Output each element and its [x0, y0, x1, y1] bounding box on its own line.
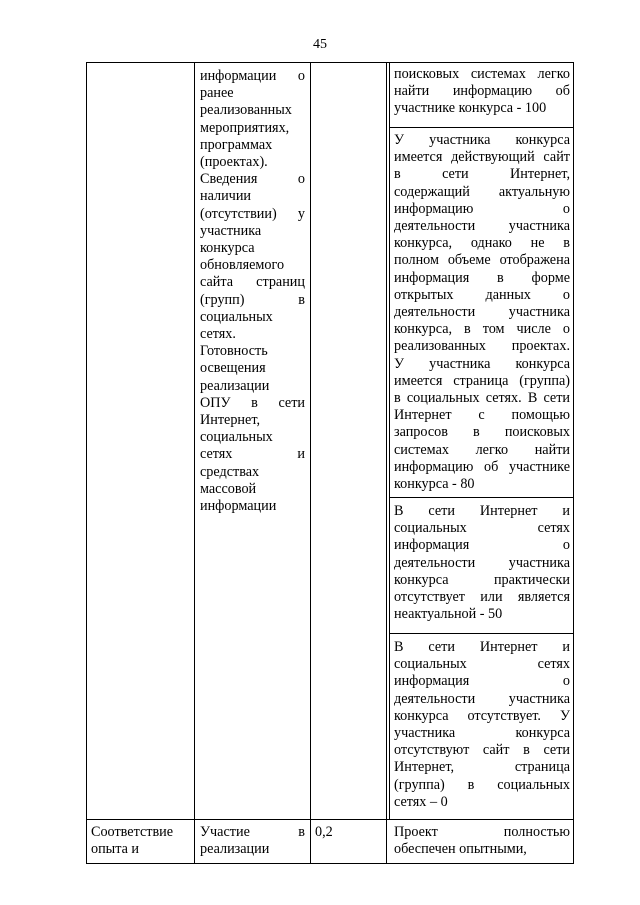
criterion-text-line: Интернет,	[200, 412, 260, 429]
score-text-line: конкурса, однако не в	[394, 235, 570, 252]
score-text-line: обеспечен опытными,	[394, 841, 527, 858]
score-text-line: Проект полностью	[394, 824, 570, 840]
criterion-text-line: массовой	[200, 480, 257, 497]
score-text-line: в социальных сетях. В сети	[394, 390, 570, 407]
criterion-text-line: социальных	[200, 308, 273, 325]
criterion-text-line: реализованных	[200, 102, 292, 119]
criterion-text-line: мероприятиях,	[200, 119, 290, 136]
score-divider-1	[389, 127, 574, 128]
score-text-line: неактуальной - 50	[394, 606, 503, 623]
page-number: 45	[313, 37, 327, 52]
table-border-bottom	[86, 863, 574, 864]
score-divider-2	[389, 497, 574, 498]
criterion-text-line: реализации	[200, 377, 270, 394]
table-border-top	[86, 62, 574, 63]
score-cell-80	[394, 132, 570, 493]
criterion-text-line: ранее	[200, 85, 234, 102]
score-text-line: В сети Интернет и	[394, 503, 570, 519]
score-text-line: В сети Интернет и	[394, 639, 570, 655]
score-text-line: полном объеме отображена	[394, 252, 570, 269]
score-text-line: отсутствует или является	[394, 589, 570, 606]
score-text-line: конкурса, в том числе о	[394, 321, 570, 338]
score-text-line: имеется действующий сайт	[394, 149, 570, 166]
table-border-col3	[310, 62, 311, 864]
table-border-left	[86, 62, 87, 864]
score-text-line: информация о	[394, 673, 570, 690]
score-text-line: участнике конкурса - 100	[394, 100, 547, 117]
criterion-name-line: опыта и	[91, 841, 140, 858]
score-text-line: найти информацию об	[394, 83, 570, 100]
row2-name-cell	[91, 824, 191, 858]
criterion-text-line: наличии	[200, 188, 252, 205]
score-text-line: У участника конкурса	[394, 355, 570, 372]
score-text-line: открытых данных о	[394, 286, 570, 303]
criterion-text-line: сайта страниц	[200, 274, 305, 291]
table-border-col4-inner	[389, 62, 390, 820]
row-divider	[86, 819, 574, 820]
score-text-line: (группа) в социальных	[394, 776, 570, 793]
table-border-right	[573, 62, 574, 864]
row2-weight-cell	[315, 824, 383, 841]
criterion-text-line: реализации	[200, 841, 270, 858]
row2-weight: 0,2	[315, 824, 333, 840]
criterion-text-line: участника	[200, 222, 262, 239]
score-cell-0	[394, 639, 570, 811]
criterion-text-line: (проектах).	[200, 154, 268, 171]
criterion-text-line: Участие в	[200, 824, 305, 840]
criterion-text-line: Сведения о	[200, 171, 305, 188]
row2-criterion-cell	[200, 824, 305, 858]
criterion-text-line: ОПУ в сети	[200, 394, 305, 411]
score-text-line: имеется страница (группа)	[394, 372, 570, 389]
score-text-line: отсутствуют сайт в сети	[394, 742, 570, 759]
criterion-text-line: информации о	[200, 68, 305, 84]
score-text-line: деятельности участника	[394, 304, 570, 321]
score-text-line: социальных сетях	[394, 520, 570, 537]
row1-criterion-cell	[200, 68, 305, 515]
score-divider-3	[389, 633, 574, 634]
table-border-col4-outer	[386, 62, 387, 864]
criterion-text-line: сетях и	[200, 446, 305, 463]
table-border-col2	[194, 62, 195, 864]
score-text-line: деятельности участника	[394, 690, 570, 707]
criterion-text-line: (групп) в	[200, 291, 305, 308]
criterion-name-line: Соответствие	[91, 824, 174, 840]
criterion-text-line: средствах	[200, 463, 260, 480]
criterion-text-line: (отсутствии) у	[200, 205, 305, 222]
score-text-line: системах легко найти	[394, 441, 570, 458]
criterion-text-line: социальных	[200, 429, 273, 446]
score-text-line: информация о	[394, 537, 570, 554]
criterion-text-line: конкурса	[200, 240, 255, 257]
criterion-text-line: сетях.	[200, 326, 236, 343]
score-text-line: запросов в поисковых	[394, 424, 570, 441]
score-text-line: информацию о	[394, 200, 570, 217]
criterion-text-line: программах	[200, 136, 273, 153]
criterion-text-line: Готовность	[200, 343, 268, 360]
criterion-text-line: информации	[200, 498, 277, 515]
score-text-line: участника конкурса	[394, 725, 570, 742]
score-text-line: конкурса отсутствует. У	[394, 707, 570, 724]
criterion-text-line: обновляемого	[200, 257, 285, 274]
score-text-line: содержащий актуальную	[394, 183, 570, 200]
score-text-line: социальных сетях	[394, 656, 570, 673]
score-text-line: Интернет с помощью	[394, 407, 570, 424]
criterion-text-line: освещения	[200, 360, 266, 377]
score-cell-100	[394, 66, 570, 118]
score-text-line: информацию об участнике	[394, 458, 570, 475]
score-text-line: конкурса - 80	[394, 476, 475, 493]
score-text-line: У участника конкурса	[394, 132, 570, 148]
score-cell-50	[394, 503, 570, 623]
score-text-line: деятельности участника	[394, 218, 570, 235]
score-text-line: Интернет, страница	[394, 759, 570, 776]
score-text-line: сетях – 0	[394, 793, 448, 810]
score-text-line: в сети Интернет,	[394, 166, 570, 183]
score-text-line: реализованных проектах.	[394, 338, 570, 355]
score-text-line: поисковых системах легко	[394, 66, 570, 82]
score-text-line: информация в форме	[394, 269, 570, 286]
score-text-line: деятельности участника	[394, 554, 570, 571]
row2-score-cell	[394, 824, 570, 858]
score-text-line: конкурса практически	[394, 571, 570, 588]
